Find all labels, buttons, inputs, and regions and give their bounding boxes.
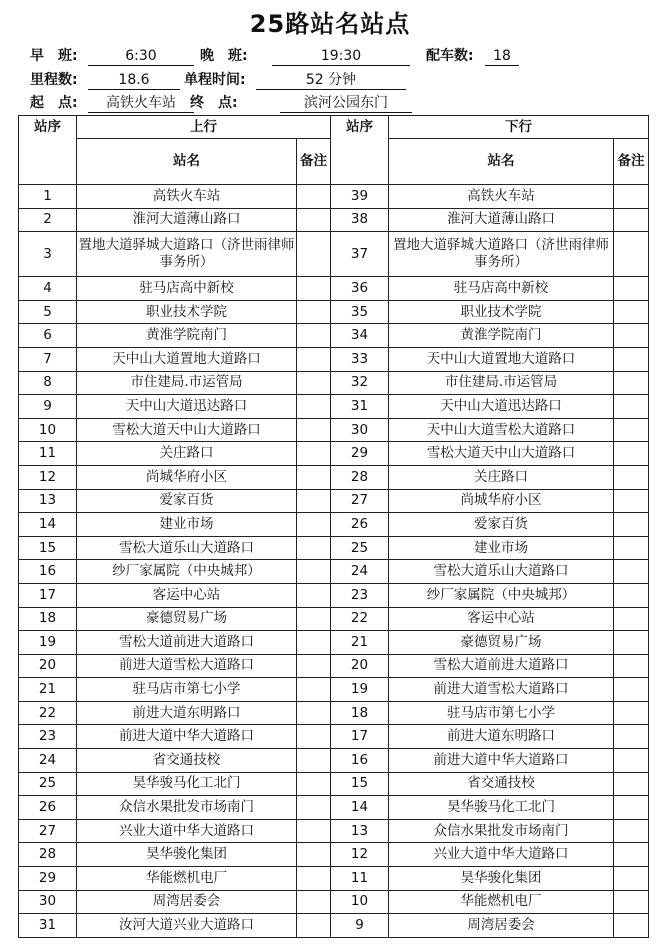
down-seq-cell: 33 <box>331 347 389 371</box>
table-row <box>19 208 649 232</box>
table-row <box>19 465 649 489</box>
up-note-cell <box>297 796 331 820</box>
up-seq-cell: 26 <box>19 796 77 820</box>
up-note-cell <box>297 395 331 419</box>
up-station-name-cell: 建业市场 <box>77 513 297 537</box>
down-station-name-cell: 省交通技校 <box>389 772 614 796</box>
up-station-name-cell: 黄淮学院南门 <box>77 324 297 348</box>
down-station-name-cell: 尚城华府小区 <box>389 489 614 513</box>
vehicle-count-label: 配车数: <box>426 48 474 64</box>
down-note-cell <box>614 536 649 560</box>
down-station-name-cell: 高铁火车站 <box>389 185 614 209</box>
up-note-cell <box>297 536 331 560</box>
up-note-cell <box>297 277 331 301</box>
down-station-name-cell: 天中山大道置地大道路口 <box>389 347 614 371</box>
table-row <box>19 725 649 749</box>
end-point-label: 终 点: <box>190 95 238 111</box>
up-station-name-cell: 天中山大道迅达路口 <box>77 395 297 419</box>
col-header-note-up: 备注 <box>297 139 331 185</box>
up-seq-cell: 22 <box>19 701 77 725</box>
up-note-cell <box>297 208 331 232</box>
up-seq-cell: 27 <box>19 819 77 843</box>
up-note-cell <box>297 371 331 395</box>
up-note-cell <box>297 914 331 938</box>
down-seq-cell: 34 <box>331 324 389 348</box>
col-header-name-down: 站名 <box>389 139 614 185</box>
down-note-cell <box>614 418 649 442</box>
up-note-cell <box>297 631 331 655</box>
up-note-cell <box>297 418 331 442</box>
down-seq-cell: 27 <box>331 489 389 513</box>
down-station-name-cell: 雪松大道天中山大道路口 <box>389 442 614 466</box>
up-seq-cell: 30 <box>19 890 77 914</box>
down-station-name-cell: 昊华骏化集团 <box>389 867 614 891</box>
up-seq-cell: 28 <box>19 843 77 867</box>
up-seq-cell: 19 <box>19 631 77 655</box>
down-note-cell <box>614 819 649 843</box>
up-seq-cell: 12 <box>19 465 77 489</box>
up-seq-cell: 3 <box>19 232 77 277</box>
page-title: 25路站名站点 <box>249 10 411 38</box>
down-station-name-cell: 雪松大道乐山大道路口 <box>389 560 614 584</box>
down-station-name-cell: 前进大道中华大道路口 <box>389 749 614 773</box>
mileage-label: 里程数: <box>30 72 78 88</box>
down-station-name-cell: 众信水果批发市场南门 <box>389 819 614 843</box>
down-note-cell <box>614 442 649 466</box>
up-seq-cell: 25 <box>19 772 77 796</box>
up-station-name-cell: 前进大道雪松大道路口 <box>77 654 297 678</box>
down-note-cell <box>614 395 649 419</box>
down-note-cell <box>614 654 649 678</box>
up-station-name-cell: 雪松大道天中山大道路口 <box>77 418 297 442</box>
evening-shift-value: 19:30 <box>272 46 410 66</box>
table-row <box>19 843 649 867</box>
down-seq-cell: 18 <box>331 701 389 725</box>
table-row <box>19 631 649 655</box>
down-seq-cell: 22 <box>331 607 389 631</box>
up-note-cell <box>297 489 331 513</box>
down-note-cell <box>614 371 649 395</box>
start-point-label: 起 点: <box>30 95 78 111</box>
col-header-down: 下行 <box>389 116 649 139</box>
up-station-name-cell: 爱家百货 <box>77 489 297 513</box>
down-note-cell <box>614 232 649 277</box>
down-note-cell <box>614 725 649 749</box>
morning-shift-label: 早 班: <box>30 48 78 64</box>
up-note-cell <box>297 867 331 891</box>
up-seq-cell: 11 <box>19 442 77 466</box>
table-row <box>19 418 649 442</box>
down-station-name-cell: 驻马店市第七小学 <box>389 701 614 725</box>
up-seq-cell: 29 <box>19 867 77 891</box>
table-row <box>19 819 649 843</box>
up-seq-cell: 21 <box>19 678 77 702</box>
down-station-name-cell: 黄淮学院南门 <box>389 324 614 348</box>
down-station-name-cell: 驻马店高中新校 <box>389 277 614 301</box>
up-note-cell <box>297 583 331 607</box>
down-note-cell <box>614 678 649 702</box>
down-seq-cell: 10 <box>331 890 389 914</box>
up-station-name-cell: 驻马店市第七小学 <box>77 678 297 702</box>
down-note-cell <box>614 560 649 584</box>
table-row <box>19 536 649 560</box>
mileage-value: 18.6 <box>88 70 180 90</box>
table-row <box>19 890 649 914</box>
col-header-name-up: 站名 <box>77 139 297 185</box>
up-seq-cell: 14 <box>19 513 77 537</box>
info-row-terminals <box>30 93 630 113</box>
up-station-name-cell: 昊华骏马化工北门 <box>77 772 297 796</box>
down-station-name-cell: 客运中心站 <box>389 607 614 631</box>
down-note-cell <box>614 772 649 796</box>
down-seq-cell: 36 <box>331 277 389 301</box>
up-note-cell <box>297 347 331 371</box>
table-row <box>19 395 649 419</box>
down-seq-cell: 16 <box>331 749 389 773</box>
up-seq-cell: 10 <box>19 418 77 442</box>
up-note-cell <box>297 232 331 277</box>
up-station-name-cell: 兴业大道中华大道路口 <box>77 819 297 843</box>
down-seq-cell: 25 <box>331 536 389 560</box>
up-note-cell <box>297 701 331 725</box>
down-seq-cell: 14 <box>331 796 389 820</box>
down-seq-cell: 17 <box>331 725 389 749</box>
morning-shift-value: 6:30 <box>88 46 194 66</box>
up-note-cell <box>297 678 331 702</box>
down-note-cell <box>614 324 649 348</box>
down-station-name-cell: 周湾居委会 <box>389 914 614 938</box>
up-station-name-cell: 华能燃机电厂 <box>77 867 297 891</box>
down-note-cell <box>614 701 649 725</box>
oneway-time-label: 单程时间: <box>184 72 246 88</box>
down-note-cell <box>614 185 649 209</box>
table-row <box>19 701 649 725</box>
down-station-name-cell: 豪德贸易广场 <box>389 631 614 655</box>
up-station-name-cell: 周湾居委会 <box>77 890 297 914</box>
down-note-cell <box>614 277 649 301</box>
up-note-cell <box>297 465 331 489</box>
up-station-name-cell: 高铁火车站 <box>77 185 297 209</box>
down-seq-cell: 28 <box>331 465 389 489</box>
vehicle-count-value: 18 <box>485 46 519 66</box>
table-row <box>19 300 649 324</box>
up-seq-cell: 8 <box>19 371 77 395</box>
up-station-name-cell: 前进大道中华大道路口 <box>77 725 297 749</box>
down-seq-cell: 13 <box>331 819 389 843</box>
up-seq-cell: 24 <box>19 749 77 773</box>
down-seq-cell: 9 <box>331 914 389 938</box>
down-station-name-cell: 雪松大道前进大道路口 <box>389 654 614 678</box>
down-seq-cell: 11 <box>331 867 389 891</box>
down-note-cell <box>614 300 649 324</box>
down-station-name-cell: 兴业大道中华大道路口 <box>389 843 614 867</box>
up-note-cell <box>297 607 331 631</box>
up-station-name-cell: 驻马店高中新校 <box>77 277 297 301</box>
table-row <box>19 678 649 702</box>
up-note-cell <box>297 890 331 914</box>
down-note-cell <box>614 843 649 867</box>
down-note-cell <box>614 465 649 489</box>
up-note-cell <box>297 300 331 324</box>
up-note-cell <box>297 560 331 584</box>
down-station-name-cell: 纱厂家属院（中央城邦） <box>389 583 614 607</box>
up-station-name-cell: 前进大道东明路口 <box>77 701 297 725</box>
down-seq-cell: 31 <box>331 395 389 419</box>
up-station-name-cell: 豪德贸易广场 <box>77 607 297 631</box>
up-station-name-cell: 雪松大道前进大道路口 <box>77 631 297 655</box>
up-station-name-cell: 雪松大道乐山大道路口 <box>77 536 297 560</box>
table-row <box>19 749 649 773</box>
table-row <box>19 560 649 584</box>
down-note-cell <box>614 914 649 938</box>
up-seq-cell: 6 <box>19 324 77 348</box>
down-seq-cell: 38 <box>331 208 389 232</box>
down-note-cell <box>614 513 649 537</box>
table-row <box>19 371 649 395</box>
up-note-cell <box>297 843 331 867</box>
up-seq-cell: 5 <box>19 300 77 324</box>
down-station-name-cell: 天中山大道迅达路口 <box>389 395 614 419</box>
down-note-cell <box>614 631 649 655</box>
up-station-name-cell: 尚城华府小区 <box>77 465 297 489</box>
info-row-schedule <box>30 46 630 66</box>
stops-table <box>18 115 649 938</box>
up-note-cell <box>297 772 331 796</box>
down-note-cell <box>614 489 649 513</box>
up-seq-cell: 17 <box>19 583 77 607</box>
down-note-cell <box>614 749 649 773</box>
down-station-name-cell: 置地大道驿城大道路口（济世雨律师事务所） <box>389 232 614 277</box>
down-note-cell <box>614 583 649 607</box>
up-station-name-cell: 市住建局.市运管局 <box>77 371 297 395</box>
table-row <box>19 607 649 631</box>
info-row-distance <box>30 70 630 90</box>
up-note-cell <box>297 442 331 466</box>
up-station-name-cell: 职业技术学院 <box>77 300 297 324</box>
down-seq-cell: 37 <box>331 232 389 277</box>
down-station-name-cell: 爱家百货 <box>389 513 614 537</box>
down-seq-cell: 12 <box>331 843 389 867</box>
up-station-name-cell: 昊华骏化集团 <box>77 843 297 867</box>
up-station-name-cell: 客运中心站 <box>77 583 297 607</box>
down-seq-cell: 23 <box>331 583 389 607</box>
down-station-name-cell: 前进大道雪松大道路口 <box>389 678 614 702</box>
down-seq-cell: 29 <box>331 442 389 466</box>
up-note-cell <box>297 185 331 209</box>
down-station-name-cell: 职业技术学院 <box>389 300 614 324</box>
up-note-cell <box>297 513 331 537</box>
table-row <box>19 442 649 466</box>
up-seq-cell: 15 <box>19 536 77 560</box>
up-seq-cell: 18 <box>19 607 77 631</box>
up-seq-cell: 9 <box>19 395 77 419</box>
down-seq-cell: 19 <box>331 678 389 702</box>
col-header-seq-up: 站序 <box>19 116 77 185</box>
down-seq-cell: 21 <box>331 631 389 655</box>
down-station-name-cell: 华能燃机电厂 <box>389 890 614 914</box>
table-row <box>19 489 649 513</box>
table-row <box>19 654 649 678</box>
down-note-cell <box>614 890 649 914</box>
down-seq-cell: 32 <box>331 371 389 395</box>
up-seq-cell: 1 <box>19 185 77 209</box>
down-seq-cell: 15 <box>331 772 389 796</box>
up-station-name-cell: 关庄路口 <box>77 442 297 466</box>
down-note-cell <box>614 867 649 891</box>
up-note-cell <box>297 654 331 678</box>
up-seq-cell: 2 <box>19 208 77 232</box>
up-seq-cell: 13 <box>19 489 77 513</box>
table-row <box>19 796 649 820</box>
down-seq-cell: 35 <box>331 300 389 324</box>
table-row <box>19 583 649 607</box>
up-station-name-cell: 纱厂家属院（中央城邦） <box>77 560 297 584</box>
up-seq-cell: 31 <box>19 914 77 938</box>
table-row <box>19 277 649 301</box>
up-station-name-cell: 置地大道驿城大道路口（济世雨律师事务所） <box>77 232 297 277</box>
down-seq-cell: 30 <box>331 418 389 442</box>
table-row <box>19 914 649 938</box>
down-seq-cell: 24 <box>331 560 389 584</box>
down-seq-cell: 20 <box>331 654 389 678</box>
up-station-name-cell: 天中山大道置地大道路口 <box>77 347 297 371</box>
col-header-seq-down: 站序 <box>331 116 389 185</box>
table-row <box>19 185 649 209</box>
up-seq-cell: 20 <box>19 654 77 678</box>
down-note-cell <box>614 347 649 371</box>
down-station-name-cell: 天中山大道雪松大道路口 <box>389 418 614 442</box>
col-header-up: 上行 <box>77 116 331 139</box>
down-station-name-cell: 淮河大道薄山路口 <box>389 208 614 232</box>
up-note-cell <box>297 725 331 749</box>
down-note-cell <box>614 208 649 232</box>
up-seq-cell: 23 <box>19 725 77 749</box>
up-note-cell <box>297 324 331 348</box>
down-station-name-cell: 市住建局.市运管局 <box>389 371 614 395</box>
table-row <box>19 347 649 371</box>
up-seq-cell: 7 <box>19 347 77 371</box>
up-station-name-cell: 省交通技校 <box>77 749 297 773</box>
stops-table-body <box>19 185 649 938</box>
down-note-cell <box>614 796 649 820</box>
end-point-value: 滨河公园东门 <box>280 93 412 113</box>
table-row <box>19 232 649 277</box>
up-station-name-cell: 众信水果批发市场南门 <box>77 796 297 820</box>
down-seq-cell: 39 <box>331 185 389 209</box>
down-seq-cell: 26 <box>331 513 389 537</box>
oneway-time-value: 52 分钟 <box>256 70 406 90</box>
up-note-cell <box>297 819 331 843</box>
start-point-value: 高铁火车站 <box>88 93 194 113</box>
up-seq-cell: 4 <box>19 277 77 301</box>
up-seq-cell: 16 <box>19 560 77 584</box>
col-header-note-down: 备注 <box>614 139 649 185</box>
table-row <box>19 867 649 891</box>
table-row <box>19 772 649 796</box>
up-station-name-cell: 汝河大道兴业大道路口 <box>77 914 297 938</box>
down-station-name-cell: 建业市场 <box>389 536 614 560</box>
down-station-name-cell: 前进大道东明路口 <box>389 725 614 749</box>
up-note-cell <box>297 749 331 773</box>
down-station-name-cell: 关庄路口 <box>389 465 614 489</box>
table-row <box>19 324 649 348</box>
down-note-cell <box>614 607 649 631</box>
down-station-name-cell: 昊华骏马化工北门 <box>389 796 614 820</box>
up-station-name-cell: 淮河大道薄山路口 <box>77 208 297 232</box>
evening-shift-label: 晚 班: <box>200 48 248 64</box>
table-row <box>19 513 649 537</box>
